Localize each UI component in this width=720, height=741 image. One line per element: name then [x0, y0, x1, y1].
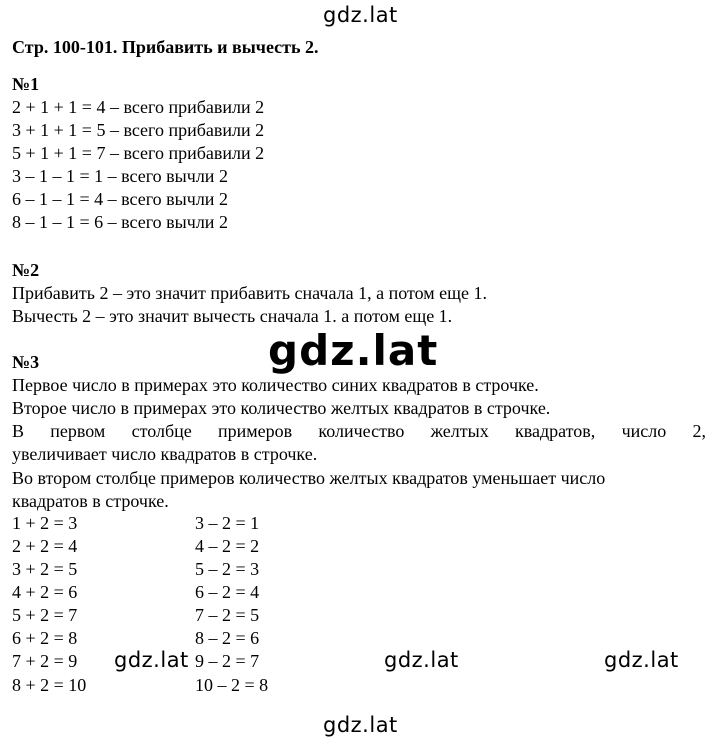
task3-line: Во втором столбце примеров количество желтых квадратов уменьшает число	[12, 468, 606, 488]
task3-heading: №3	[12, 352, 40, 372]
task1-line: 6 – 1 – 1 = 4 – всего вычли 2	[12, 189, 228, 209]
example-col2: 7 – 2 = 5	[195, 605, 260, 625]
task1-line: 3 – 1 – 1 = 1 – всего вычли 2	[12, 166, 228, 186]
watermark-center: gdz.lat	[268, 326, 439, 375]
task1-line: 2 + 1 + 1 = 4 – всего прибавили 2	[12, 97, 265, 117]
example-col1: 7 + 2 = 9	[12, 651, 78, 671]
task2-line: Прибавить 2 – это значит прибавить сначала 1, а потом еще 1.	[12, 283, 487, 303]
task3-line: Первое число в примерах это количество синих квадратов в строчке.	[12, 375, 539, 395]
task3-line: увеличивает число квадратов в строчке.	[12, 444, 318, 464]
watermark-row-middle: gdz.lat	[384, 648, 459, 672]
example-col1: 3 + 2 = 5	[12, 559, 78, 579]
example-col2: 9 – 2 = 7	[195, 651, 260, 671]
task1-line: 3 + 1 + 1 = 5 – всего прибавили 2	[12, 120, 265, 140]
example-col1: 6 + 2 = 8	[12, 628, 78, 648]
task2-heading: №2	[12, 260, 40, 280]
example-col1: 8 + 2 = 10	[12, 675, 87, 695]
example-col2: 6 – 2 = 4	[195, 582, 260, 602]
watermark-top: gdz.lat	[323, 3, 398, 27]
page-title: Стр. 100-101. Прибавить и вычесть 2.	[12, 37, 319, 57]
example-col1: 2 + 2 = 4	[12, 536, 78, 556]
task2-line: Вычесть 2 – это значит вычесть сначала 1. а потом еще 1.	[12, 306, 453, 326]
example-col2: 8 – 2 = 6	[195, 628, 260, 648]
watermark-row-right: gdz.lat	[604, 648, 679, 672]
task1-line: 5 + 1 + 1 = 7 – всего прибавили 2	[12, 143, 265, 163]
example-col2: 10 – 2 = 8	[195, 675, 269, 695]
example-col2: 3 – 2 = 1	[195, 513, 260, 533]
task3-line: В первом столбце примеров количество желтых квадратов, число 2,	[12, 421, 706, 441]
example-col2: 4 – 2 = 2	[195, 536, 260, 556]
watermark-row-left: gdz.lat	[114, 648, 189, 672]
task3-line: Второе число в примерах это количество желтых квадратов в строчке.	[12, 398, 551, 418]
task1-line: 8 – 1 – 1 = 6 – всего вычли 2	[12, 212, 228, 232]
task3-line: квадратов в строчке.	[12, 491, 169, 511]
example-col1: 4 + 2 = 6	[12, 582, 78, 602]
example-col2: 5 – 2 = 3	[195, 559, 260, 579]
task1-heading: №1	[12, 74, 40, 94]
watermark-bottom: gdz.lat	[323, 713, 398, 737]
example-col1: 5 + 2 = 7	[12, 605, 78, 625]
example-col1: 1 + 2 = 3	[12, 513, 78, 533]
